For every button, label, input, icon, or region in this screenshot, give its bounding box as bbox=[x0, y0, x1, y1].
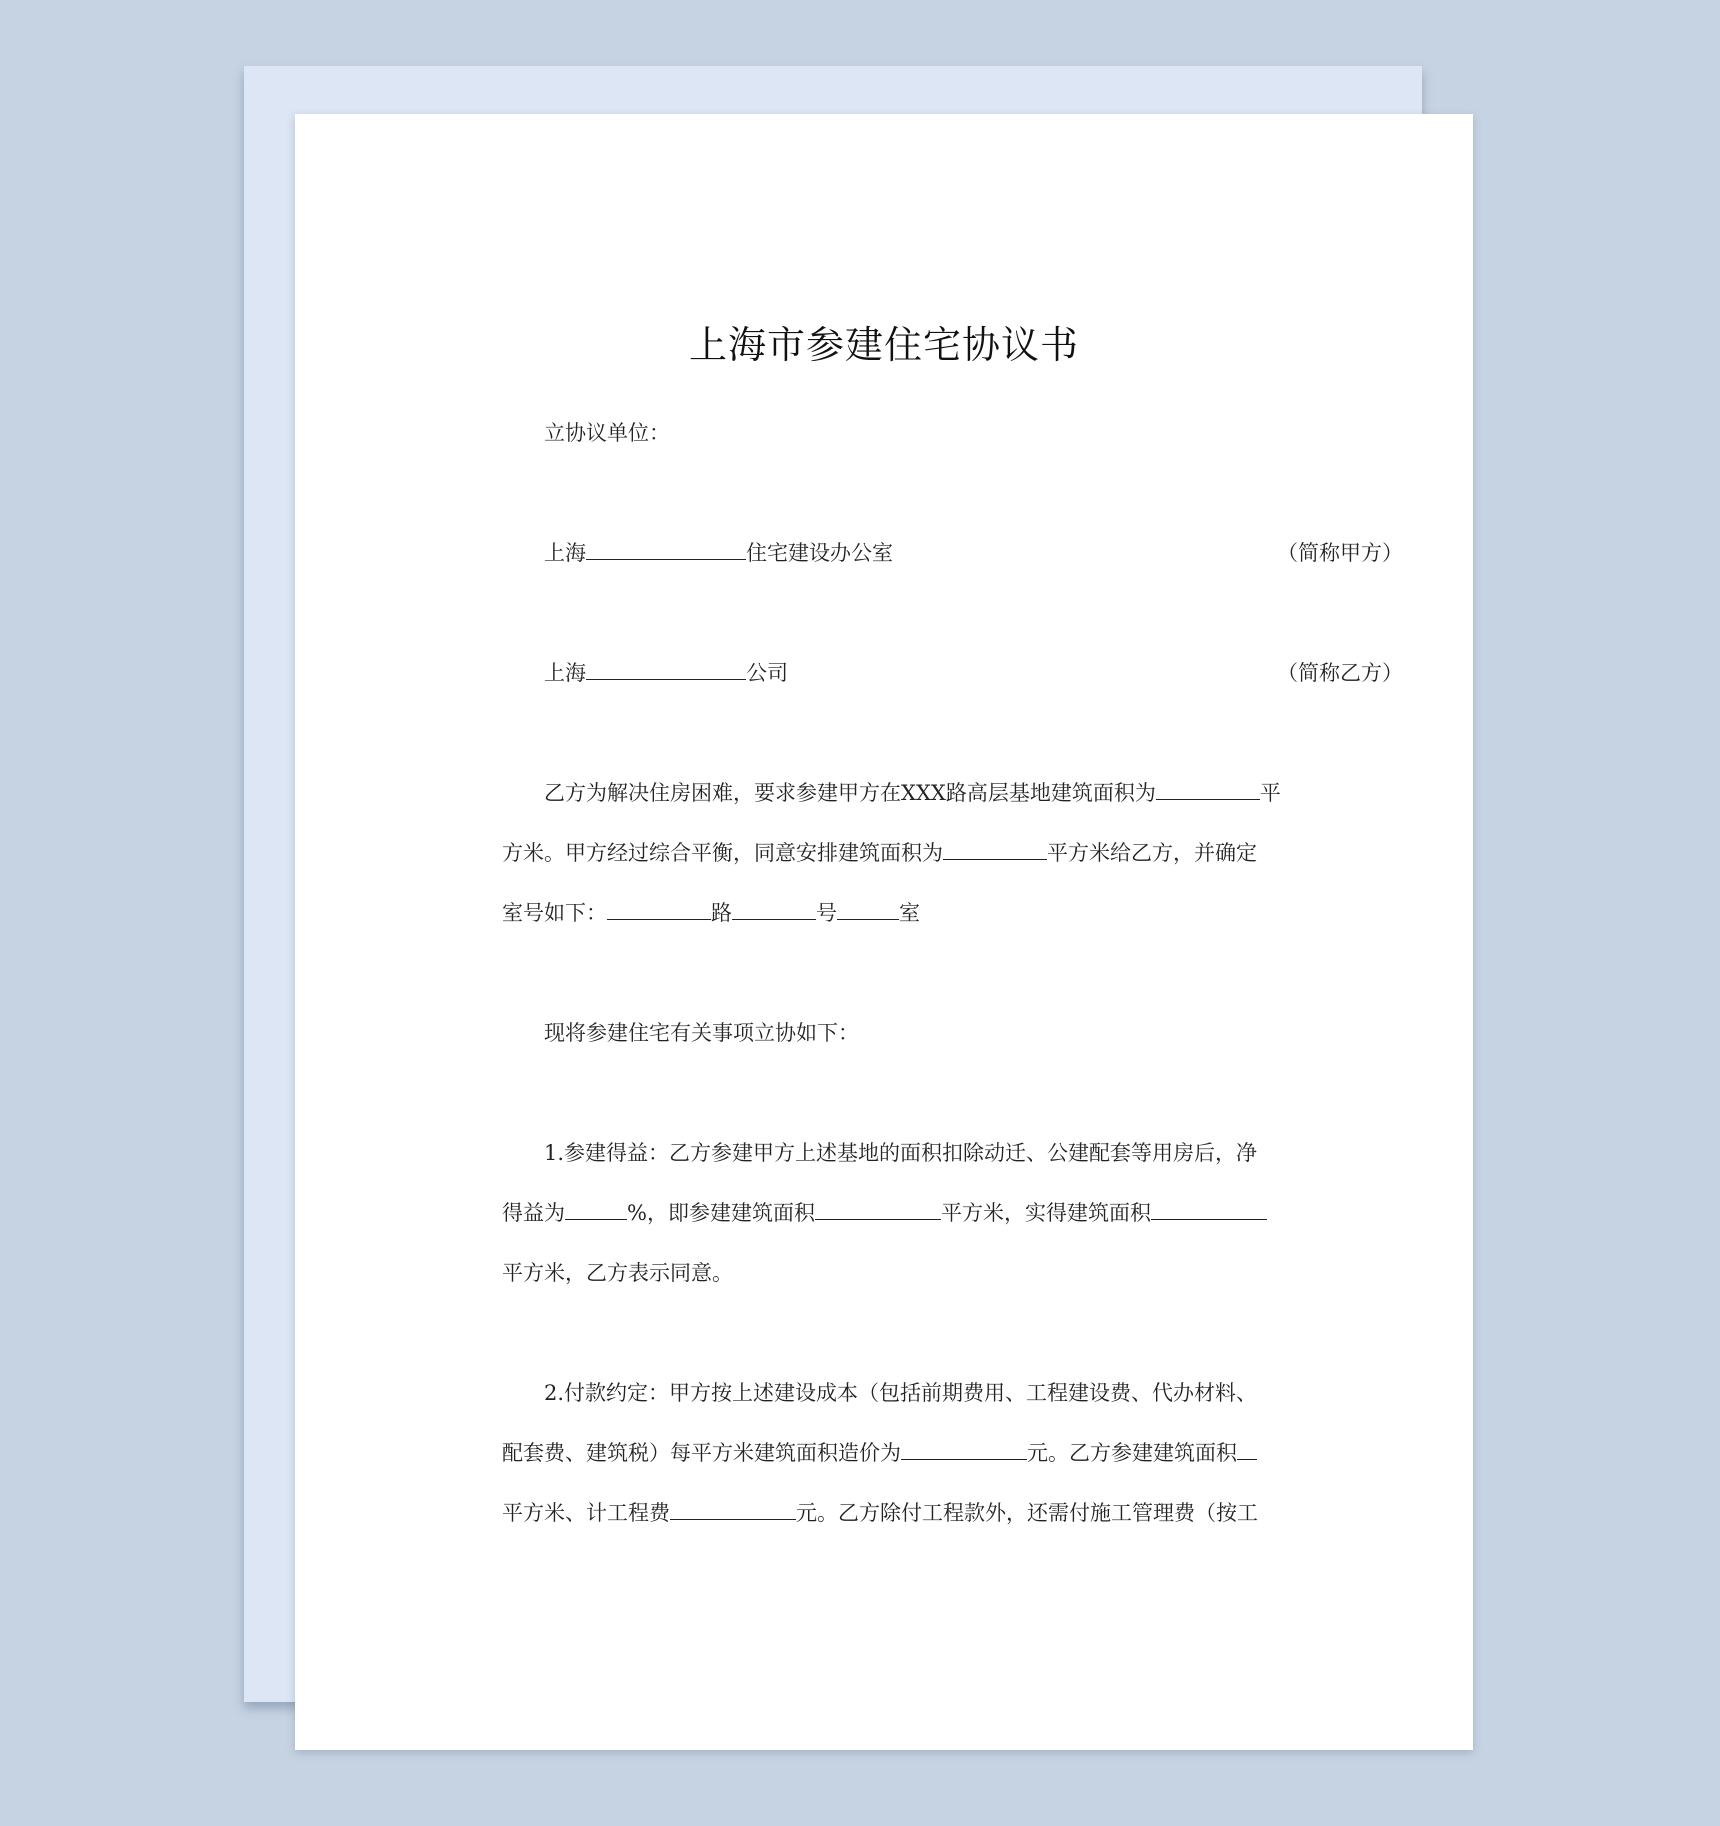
clause1-line-3: 平方米，乙方表示同意。 bbox=[502, 1261, 733, 1285]
party-a-line: 上海 住宅建设办公室 （简称甲方） bbox=[544, 541, 1403, 565]
party-b-line: 上海 公司 （简称乙方） bbox=[544, 661, 1403, 685]
blank-field[interactable] bbox=[607, 901, 711, 920]
blank-field[interactable] bbox=[943, 841, 1047, 860]
document-page bbox=[295, 114, 1473, 1750]
party-b-tag: （简称乙方） bbox=[1277, 661, 1403, 685]
blank-field[interactable] bbox=[901, 1441, 1027, 1460]
blank-field[interactable] bbox=[670, 1501, 796, 1520]
blank-field[interactable] bbox=[815, 1201, 941, 1220]
blank-field[interactable] bbox=[586, 661, 746, 680]
intro-line-3: 室号如下： 路 号 室 bbox=[502, 901, 920, 925]
blank-field[interactable] bbox=[732, 901, 816, 920]
document-title: 上海市参建住宅协议书 bbox=[688, 323, 1079, 367]
clause2-line-2: 配套费、建筑税）每平方米建筑面积造价为 元。乙方参建建筑面积 bbox=[502, 1439, 1272, 1467]
intro-line-2: 方米。甲方经过综合平衡，同意安排建筑面积为 平方米给乙方，并确定 bbox=[502, 841, 1257, 865]
clause2-line-1: 2.付款约定：甲方按上述建设成本（包括前期费用、工程建设费、代办材料、 bbox=[544, 1381, 1258, 1405]
clause1-line-2: 得益为 %，即参建建筑面积 平方米，实得建筑面积 bbox=[502, 1199, 1272, 1227]
blank-field[interactable] bbox=[586, 541, 746, 560]
intro-line-1: 乙方为解决住房困难，要求参建甲方在XXX路高层基地建筑面积为 平 bbox=[544, 781, 1281, 805]
blank-field[interactable] bbox=[565, 1201, 627, 1220]
blank-field[interactable] bbox=[1237, 1441, 1257, 1460]
parties-label: 立协议单位： bbox=[544, 421, 670, 445]
blank-field[interactable] bbox=[1151, 1201, 1267, 1220]
lead-in: 现将参建住宅有关事项立协如下： bbox=[544, 1021, 859, 1045]
clause2-line-3: 平方米、计工程费 元。乙方除付工程款外，还需付施工管理费（按工 bbox=[502, 1501, 1258, 1525]
blank-field[interactable] bbox=[837, 901, 899, 920]
party-a-tag: （简称甲方） bbox=[1277, 541, 1403, 565]
clause1-line-1: 1.参建得益：乙方参建甲方上述基地的面积扣除动迁、公建配套等用房后，净 bbox=[544, 1141, 1258, 1165]
blank-field[interactable] bbox=[1156, 781, 1260, 800]
